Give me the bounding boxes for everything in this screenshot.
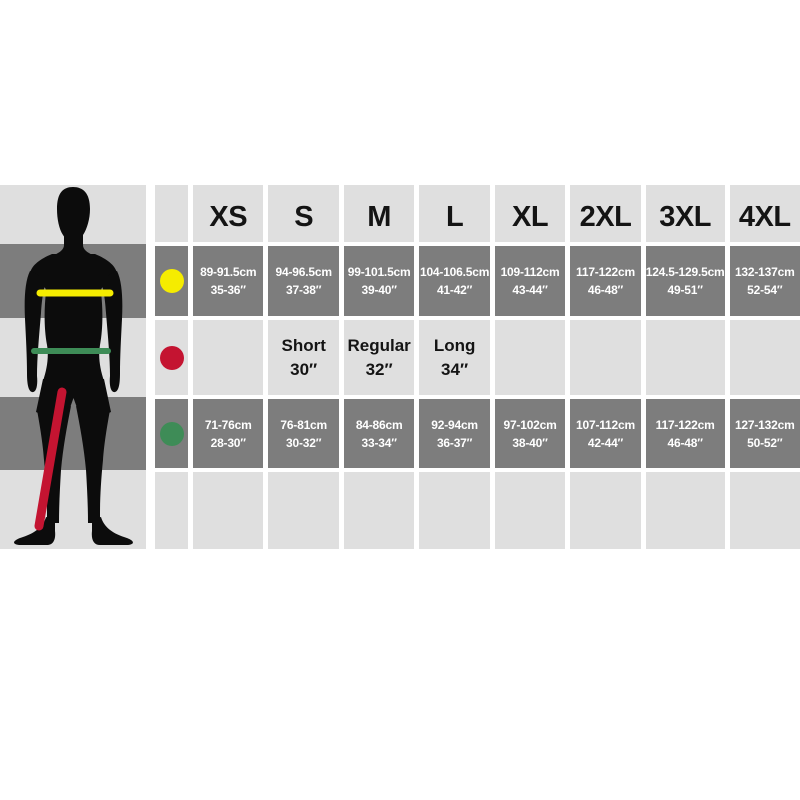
dot-header-cell (155, 185, 188, 242)
inseam-cell-2xl (570, 320, 640, 395)
chest-cm: 109-112cm (500, 265, 560, 279)
size-label-s: S (294, 201, 314, 233)
chest-cm: 124.5-129.5cm (645, 265, 725, 279)
waist-inches: 42-44″ (587, 435, 624, 450)
dot-footer-cell (155, 472, 188, 549)
footer-cell-l (419, 472, 489, 549)
chest-cell-xl (495, 246, 565, 316)
size-header-cell (730, 185, 800, 242)
size-column-xl (495, 185, 565, 549)
size-column-2xl (570, 185, 640, 549)
size-header-cell (344, 185, 414, 242)
chest-cm: 104-106.5cm (419, 265, 490, 279)
chest-cm: 132-137cm (734, 265, 795, 279)
size-label-m: M (367, 201, 391, 233)
waist-inches: 46-48″ (667, 435, 703, 450)
inseam-dot-cell (155, 320, 188, 395)
size-chart-table (0, 185, 800, 549)
inseam-inches: 34″ (441, 359, 469, 379)
left-arm-shape (25, 271, 46, 392)
chest-cell-m (344, 246, 414, 316)
waist-cm: 97-102cm (503, 417, 557, 432)
waist-inches: 33-34″ (361, 435, 397, 450)
waist-dot-cell (155, 399, 188, 468)
footer-cell-2xl (570, 472, 640, 549)
waist-cm: 127-132cm (734, 417, 795, 432)
size-column-4xl (730, 185, 800, 549)
inseam-fit: Regular (347, 335, 411, 355)
size-header-cell (268, 185, 338, 242)
chest-inches: 43-44″ (512, 283, 548, 297)
size-column-l (419, 185, 489, 549)
waist-cell-xl (495, 399, 565, 468)
right-foot-shape (92, 517, 133, 545)
footer-cell-4xl (730, 472, 800, 549)
size-header-cell (570, 185, 640, 242)
chest-inches: 35-36″ (210, 283, 246, 297)
red-dot-icon (160, 346, 184, 370)
chest-inches: 52-54″ (747, 283, 783, 297)
size-label-l: L (445, 201, 464, 233)
waist-inches: 30-32″ (286, 435, 322, 450)
chest-inches: 39-40″ (361, 283, 397, 297)
yellow-dot-icon (160, 269, 184, 293)
inseam-cell-4xl (730, 320, 800, 395)
waist-cm: 84-86cm (355, 417, 403, 432)
left-foot-shape (14, 517, 55, 545)
chest-cell-3xl (646, 246, 725, 316)
waist-cell-m (344, 399, 414, 468)
inseam-inches: 32″ (365, 359, 393, 379)
inseam-cell-3xl (646, 320, 725, 395)
waist-inches: 36-37″ (436, 435, 473, 450)
waist-cell-xs (193, 399, 263, 468)
chest-cell-4xl (730, 246, 800, 316)
waist-cell-4xl (730, 399, 800, 468)
size-header-cell (495, 185, 565, 242)
chest-cell-xs (193, 246, 263, 316)
waist-inches: 38-40″ (512, 435, 548, 450)
size-column-xs (193, 185, 263, 549)
chest-cm: 117-122cm (576, 265, 635, 279)
waist-cm: 76-81cm (280, 417, 327, 432)
waist-cell-l (419, 399, 489, 468)
inseam-cell-xs (193, 320, 263, 395)
waist-inches: 28-30″ (210, 435, 246, 450)
inseam-cell-s (268, 320, 338, 395)
chest-cm: 94-96.5cm (275, 265, 332, 279)
right-arm-shape (101, 271, 122, 392)
inseam-fit: Long (433, 335, 476, 355)
figure-column (0, 185, 146, 549)
waist-inches: 50-52″ (747, 435, 783, 450)
chest-cm: 99-101.5cm (347, 265, 411, 279)
footer-cell-m (344, 472, 414, 549)
chest-cell-2xl (570, 246, 640, 316)
waist-cm: 107-112cm (576, 417, 635, 432)
measurement-dot-column (155, 185, 188, 549)
inseam-inches: 30″ (290, 359, 318, 379)
size-header-cell (419, 185, 489, 242)
waist-cell-3xl (646, 399, 725, 468)
size-column-m (344, 185, 414, 549)
footer-cell-xs (193, 472, 263, 549)
inseam-fit: Short (281, 335, 326, 355)
chest-cell-s (268, 246, 338, 316)
chest-inches: 37-38″ (286, 283, 322, 297)
waist-cm: 71-76cm (204, 417, 252, 432)
size-label-3xl: 3XL (659, 201, 711, 233)
footer-cell-s (268, 472, 338, 549)
footer-cell-xl (495, 472, 565, 549)
torso-shape (30, 254, 117, 387)
waist-cell-2xl (570, 399, 640, 468)
chest-inches: 46-48″ (587, 283, 624, 297)
size-label-2xl: 2XL (579, 201, 632, 233)
size-label-xs: XS (209, 201, 248, 233)
inseam-cell-xl (495, 320, 565, 395)
inseam-cell-m (344, 320, 414, 395)
chest-cell-l (419, 246, 489, 316)
chest-inches: 41-42″ (436, 283, 473, 297)
size-header-cell (193, 185, 263, 242)
green-dot-icon (160, 422, 184, 446)
size-header-cell (646, 185, 725, 242)
chest-cm: 89-91.5cm (200, 265, 257, 279)
inseam-cell-l (419, 320, 489, 395)
neck-shape (52, 227, 95, 256)
chest-inches: 49-51″ (667, 283, 703, 297)
size-column-s (268, 185, 338, 549)
waist-cell-s (268, 399, 338, 468)
size-label-xl: XL (512, 201, 549, 233)
right-leg-shape (76, 406, 110, 523)
waist-cm: 117-122cm (655, 417, 715, 432)
chest-dot-cell (155, 246, 188, 316)
male-silhouette (0, 185, 146, 549)
size-label-4xl: 4XL (738, 201, 791, 233)
footer-cell-3xl (646, 472, 725, 549)
waist-cm: 92-94cm (431, 417, 478, 432)
size-column-3xl (646, 185, 725, 549)
